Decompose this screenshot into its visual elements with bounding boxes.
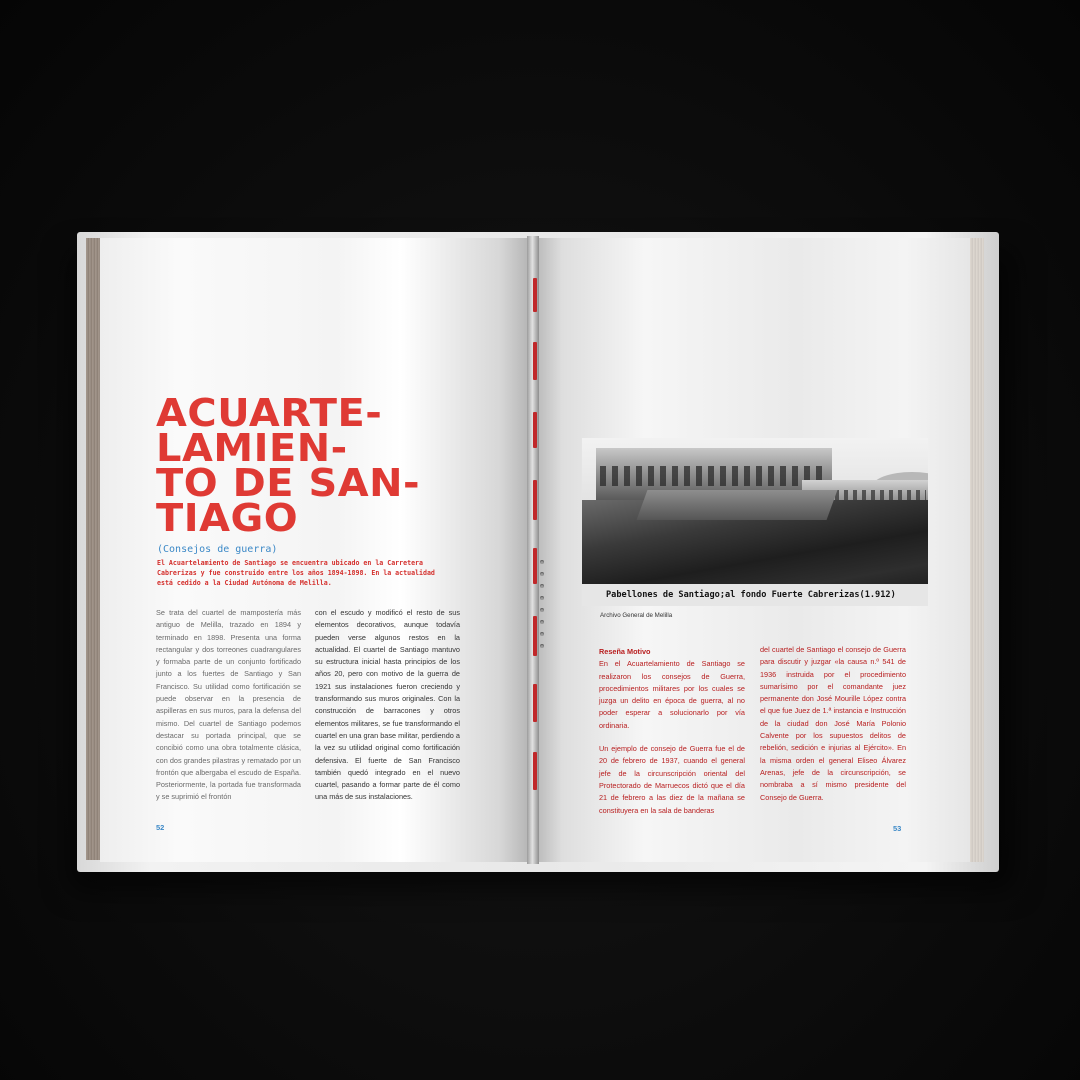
binding-hole	[540, 572, 544, 576]
binding-hole	[540, 620, 544, 624]
photo-windows-main	[600, 466, 828, 486]
binding-hole	[540, 596, 544, 600]
page-number-left: 52	[156, 823, 165, 832]
right-page	[536, 238, 970, 862]
body-column-4: del cuartel de Santiago el consejo de Guerra para discutir y juzgar «la causa n.º 541 de 1936 instruida por el procedimiento sumarísimo por el comandante juez permanente don José Mourille López contra el que fue Juez de 1.ª instancia e Instrucción de la ciudad don José María Polonio Calvente por los supuestos delitos de rebelión, sedición e injurias al Ejército». En la misma orden el general Eliseo Álvarez Arenas, jefe de la circunscripción, se nombraba a sí mismo presidente del Consejo de Guerra.	[760, 645, 906, 802]
binding-thread	[533, 684, 537, 722]
title-line: TIAGO	[156, 496, 299, 540]
photo-caption: Pabellones de Santiago;al fondo Fuerte Cabrerizas(1.912)	[606, 590, 896, 600]
subtitle: (Consejos de guerra)	[157, 544, 278, 555]
binding-thread	[533, 752, 537, 790]
body-column-3	[599, 646, 745, 828]
binding-hole	[540, 560, 544, 564]
title-line: TO DE SAN-	[156, 461, 421, 505]
binding-thread	[533, 548, 537, 584]
body-column-1: Se trata del cuartel de mampostería más antiguo de Melilla, trazado en 1894 y terminado en 1898. Presenta una forma rectangular y dos torreones cuadrangulares y formaba parte de un conjunto fortificado junto a los fuertes de Santiago y San Francisco. Su utilidad como fortificación se puede observar en la presencia de aspilleras en sus muros, para la defensa del mismo. Del cuartel de Santiago podemos destacar su portada principal, que se concibió como una obra totalmente clásica, con dos grandes pilastras y rematado por un frontón que albergaba el escudo de España. Posteriormente, la portada fue transformada y se suprimió el frontón	[156, 608, 301, 802]
binding-thread	[533, 342, 537, 380]
left-page	[100, 238, 530, 862]
paragraph-text: En el Acuartelamiento de Santiago se realizaron los consejos de Guerra, procedimientos militares por los cuales se juzga un delito en época de guerra, al no poder esperar a solucionarlo por vía ordinaria.	[599, 659, 745, 730]
binding-hole	[540, 608, 544, 612]
title-line: LAMIEN-	[156, 426, 348, 470]
page-number-right: 53	[893, 824, 902, 833]
binding-thread	[533, 616, 537, 656]
binding-thread	[533, 278, 537, 312]
section-heading: Reseña Motivo	[599, 647, 651, 656]
body-column-2: con el escudo y modificó el resto de sus elementos decorativos, aunque todavía pueden verse algunos restos en la actualidad. El cuartel de Santiago mantuvo su estructura inicial hasta principios de los años 20, pero con motivo de la guerra de 1921 sus instalaciones fueron creciendo y transformando sus muros originales. Con la construcción de barracones y otros elementos militares, se fue transformando el cuartel en una gran base militar, perdiendo a la vez su utilidad original como fortificación defensiva. El fuerte de San Francisco también quedó integrado en el nuevo cuartel, pasando a formar parte de él como una más de sus instalaciones.	[315, 608, 460, 802]
page-edges-right	[970, 238, 984, 862]
photo-credit: Archivo General de Melilla	[600, 612, 673, 619]
binding-thread	[533, 480, 537, 520]
binding-hole	[540, 644, 544, 648]
lead-paragraph: El Acuartelamiento de Santiago se encuentra ubicado en la Carretera Cabrerizas y fue construido entre los años 1894-1898. En la actualidad está cedido a la Ciudad Autónoma de Melilla.	[157, 559, 435, 587]
page-title	[156, 391, 492, 540]
paragraph	[599, 646, 745, 732]
historic-photo	[582, 438, 928, 606]
paragraph: Un ejemplo de consejo de Guerra fue el de 20 de febrero de 1937, cuando el general jefe de la circunscripción oriental del Protectorado de Marruecos dictó que el día 21 de febrero a las diez de la mañana se constituyera en la sala de banderas	[599, 744, 745, 815]
title-line: ACUARTE-	[156, 391, 383, 435]
photo-ramp	[637, 490, 838, 520]
binding-hole	[540, 584, 544, 588]
page-edges-left	[86, 238, 100, 860]
binding-hole	[540, 632, 544, 636]
binding-thread	[533, 412, 537, 448]
binding-holes	[540, 560, 546, 656]
